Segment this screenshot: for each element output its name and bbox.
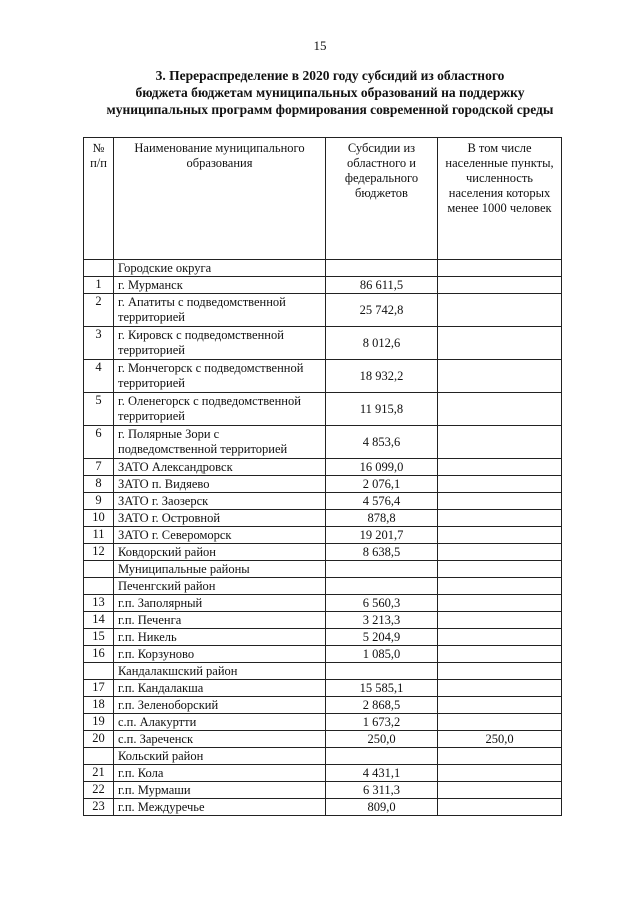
- row-small-settlements-value: [438, 561, 562, 578]
- row-subsidy-value: 18 932,2: [326, 360, 438, 393]
- table-row: [84, 731, 562, 748]
- subsidies-table: [83, 137, 562, 816]
- row-subsidy-value: 5 204,9: [326, 629, 438, 646]
- row-name: Городские округа: [114, 260, 326, 277]
- row-small-settlements-value: [438, 629, 562, 646]
- row-name: Ковдорский район: [114, 544, 326, 561]
- row-name: г.п. Зеленоборский: [114, 697, 326, 714]
- row-name: ЗАТО п. Видяево: [114, 476, 326, 493]
- row-small-settlements-value: [438, 680, 562, 697]
- row-name: ЗАТО Александровск: [114, 459, 326, 476]
- row-name: г.п. Никель: [114, 629, 326, 646]
- row-small-settlements-value: [438, 260, 562, 277]
- row-small-settlements-value: [438, 544, 562, 561]
- row-number: 22: [84, 782, 114, 799]
- row-small-settlements-value: [438, 663, 562, 680]
- row-number: 9: [84, 493, 114, 510]
- row-small-settlements-value: [438, 799, 562, 816]
- row-small-settlements-value: [438, 426, 562, 459]
- row-subsidy-value: 86 611,5: [326, 277, 438, 294]
- table-row: [84, 782, 562, 799]
- row-subsidy-value: [326, 260, 438, 277]
- row-subsidy-value: 3 213,3: [326, 612, 438, 629]
- row-number: 18: [84, 697, 114, 714]
- row-number: 16: [84, 646, 114, 663]
- title-line: муниципальных программ формирования современной городской среды: [106, 102, 554, 117]
- group-row: [84, 561, 562, 578]
- row-small-settlements-value: [438, 612, 562, 629]
- row-number: 17: [84, 680, 114, 697]
- row-subsidy-value: 19 201,7: [326, 527, 438, 544]
- row-subsidy-value: 4 853,6: [326, 426, 438, 459]
- row-subsidy-value: [326, 748, 438, 765]
- table-row: [84, 799, 562, 816]
- row-name: г. Полярные Зори с подведомственной территорией: [114, 426, 326, 459]
- row-number: 12: [84, 544, 114, 561]
- row-small-settlements-value: [438, 510, 562, 527]
- row-name: ЗАТО г. Заозерск: [114, 493, 326, 510]
- row-name: г.п. Междуречье: [114, 799, 326, 816]
- title-line: бюджета бюджетам муниципальных образований на поддержку: [135, 85, 525, 100]
- row-name: с.п. Алакуртти: [114, 714, 326, 731]
- group-row: [84, 578, 562, 595]
- row-number: [84, 663, 114, 680]
- table-row: [84, 294, 562, 327]
- group-row: [84, 663, 562, 680]
- row-small-settlements-value: [438, 459, 562, 476]
- row-name: г.п. Заполярный: [114, 595, 326, 612]
- table-row: [84, 459, 562, 476]
- table-row: [84, 277, 562, 294]
- row-small-settlements-value: [438, 294, 562, 327]
- row-subsidy-value: 250,0: [326, 731, 438, 748]
- row-subsidy-value: 4 576,4: [326, 493, 438, 510]
- row-subsidy-value: 6 311,3: [326, 782, 438, 799]
- row-name: г. Мончегорск с подведомственной территорией: [114, 360, 326, 393]
- row-name: Муниципальные районы: [114, 561, 326, 578]
- row-number: 8: [84, 476, 114, 493]
- row-number: 15: [84, 629, 114, 646]
- table-row: [84, 714, 562, 731]
- row-subsidy-value: [326, 663, 438, 680]
- row-name: г. Мурманск: [114, 277, 326, 294]
- row-small-settlements-value: [438, 595, 562, 612]
- row-subsidy-value: [326, 578, 438, 595]
- row-subsidy-value: 8 012,6: [326, 327, 438, 360]
- row-number: 13: [84, 595, 114, 612]
- row-number: 14: [84, 612, 114, 629]
- row-subsidy-value: 2 076,1: [326, 476, 438, 493]
- row-small-settlements-value: [438, 393, 562, 426]
- row-small-settlements-value: [438, 714, 562, 731]
- table-row: [84, 393, 562, 426]
- row-number: 21: [84, 765, 114, 782]
- table-row: [84, 544, 562, 561]
- row-small-settlements-value: [438, 578, 562, 595]
- row-name: ЗАТО г. Североморск: [114, 527, 326, 544]
- table-row: [84, 327, 562, 360]
- header-name: Наименование муниципального образования: [114, 138, 326, 260]
- title-line: 3. Перераспределение в 2020 году субсидий из областного: [155, 68, 505, 83]
- row-name: Кандалакшский район: [114, 663, 326, 680]
- row-number: 4: [84, 360, 114, 393]
- row-name: г. Оленегорск с подведомственной территорией: [114, 393, 326, 426]
- row-subsidy-value: 15 585,1: [326, 680, 438, 697]
- row-name: Печенгский район: [114, 578, 326, 595]
- table-row: [84, 629, 562, 646]
- row-number: 19: [84, 714, 114, 731]
- row-number: [84, 578, 114, 595]
- row-subsidy-value: 25 742,8: [326, 294, 438, 327]
- row-subsidy-value: 8 638,5: [326, 544, 438, 561]
- group-row: [84, 748, 562, 765]
- table-row: [84, 595, 562, 612]
- row-subsidy-value: [326, 561, 438, 578]
- row-small-settlements-value: [438, 360, 562, 393]
- row-name: Кольский район: [114, 748, 326, 765]
- row-number: 23: [84, 799, 114, 816]
- table-row: [84, 612, 562, 629]
- row-number: 10: [84, 510, 114, 527]
- row-name: г.п. Мурмаши: [114, 782, 326, 799]
- row-name: г. Кировск с подведомственной территорией: [114, 327, 326, 360]
- row-small-settlements-value: [438, 748, 562, 765]
- row-subsidy-value: 4 431,1: [326, 765, 438, 782]
- row-subsidy-value: 809,0: [326, 799, 438, 816]
- page-number: 15: [313, 38, 327, 53]
- row-number: 6: [84, 426, 114, 459]
- row-subsidy-value: 16 099,0: [326, 459, 438, 476]
- row-small-settlements-value: [438, 277, 562, 294]
- row-name: г.п. Печенга: [114, 612, 326, 629]
- table-row: [84, 493, 562, 510]
- row-name: г.п. Кандалакша: [114, 680, 326, 697]
- row-small-settlements-value: [438, 782, 562, 799]
- row-name: г.п. Корзуново: [114, 646, 326, 663]
- row-number: [84, 260, 114, 277]
- row-number: 3: [84, 327, 114, 360]
- row-number: [84, 748, 114, 765]
- row-number: 1: [84, 277, 114, 294]
- header-subsidies: Субсидии из областного и федерального бюджетов: [326, 138, 438, 260]
- table-row: [84, 697, 562, 714]
- table-row: [84, 680, 562, 697]
- row-number: 11: [84, 527, 114, 544]
- table-header-row: [84, 138, 562, 260]
- row-small-settlements-value: 250,0: [438, 731, 562, 748]
- row-name: г. Апатиты с подведомственной территорией: [114, 294, 326, 327]
- row-name: ЗАТО г. Островной: [114, 510, 326, 527]
- group-row: [84, 260, 562, 277]
- row-name: г.п. Кола: [114, 765, 326, 782]
- row-subsidy-value: 1 673,2: [326, 714, 438, 731]
- row-number: 5: [84, 393, 114, 426]
- row-small-settlements-value: [438, 765, 562, 782]
- table-row: [84, 510, 562, 527]
- row-subsidy-value: 11 915,8: [326, 393, 438, 426]
- row-number: 20: [84, 731, 114, 748]
- table-row: [84, 476, 562, 493]
- row-small-settlements-value: [438, 646, 562, 663]
- table-body: [84, 260, 562, 816]
- row-small-settlements-value: [438, 327, 562, 360]
- table-row: [84, 360, 562, 393]
- table-row: [84, 426, 562, 459]
- row-subsidy-value: 2 868,5: [326, 697, 438, 714]
- row-subsidy-value: 878,8: [326, 510, 438, 527]
- row-subsidy-value: 6 560,3: [326, 595, 438, 612]
- row-name: с.п. Зареченск: [114, 731, 326, 748]
- row-small-settlements-value: [438, 493, 562, 510]
- table-row: [84, 765, 562, 782]
- row-small-settlements-value: [438, 697, 562, 714]
- row-subsidy-value: 1 085,0: [326, 646, 438, 663]
- row-small-settlements-value: [438, 476, 562, 493]
- table-row: [84, 646, 562, 663]
- row-number: 2: [84, 294, 114, 327]
- row-number: [84, 561, 114, 578]
- row-small-settlements-value: [438, 527, 562, 544]
- header-small-settlements: В том числе населенные пункты, численность населения которых менее 1000 человек: [438, 138, 562, 260]
- row-number: 7: [84, 459, 114, 476]
- section-title: [60, 67, 600, 118]
- table-row: [84, 527, 562, 544]
- header-number: № п/п: [84, 138, 114, 260]
